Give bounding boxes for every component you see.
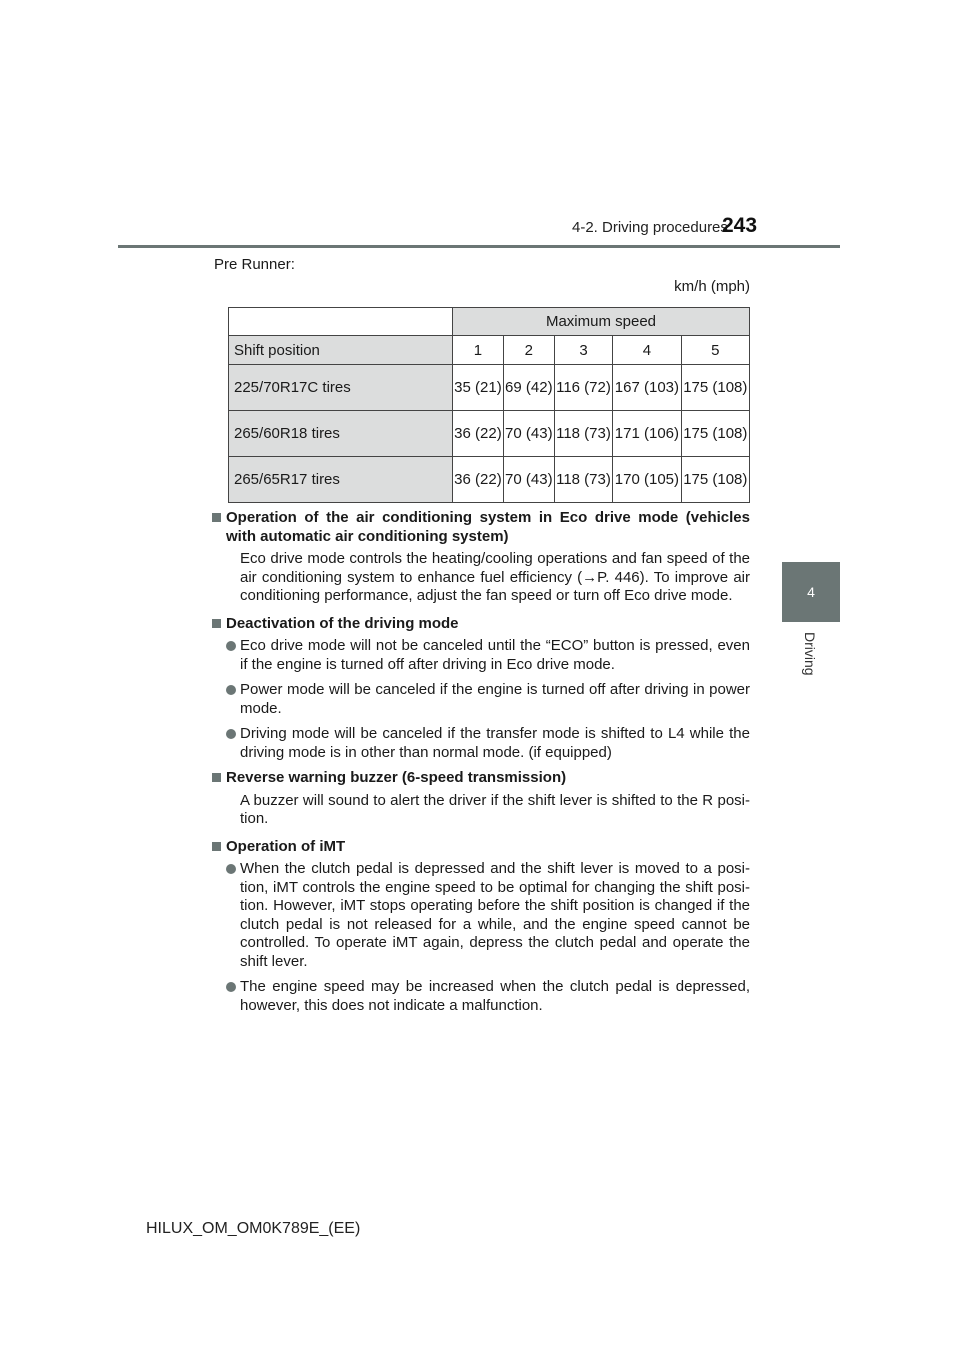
position-cell: 4 — [613, 336, 681, 365]
circle-bullet-icon — [226, 685, 236, 695]
circle-bullet-icon — [226, 982, 236, 992]
notes-content — [212, 509, 750, 1022]
section-aircon — [212, 509, 750, 606]
speed-cell: 116 (72) — [554, 365, 612, 411]
speed-cell: 36 (22) — [453, 411, 504, 457]
table-row — [229, 365, 750, 411]
section-paragraph: A buzzer will sound to alert the driver if the shift lever is shifted to the R posi-tion. — [240, 791, 750, 827]
table-row — [229, 411, 750, 457]
bullet-item: Eco drive mode will not be canceled until the “ECO” button is pressed, even if the engine is turned off after driving in Eco drive mode. — [212, 637, 750, 674]
circle-bullet-icon — [226, 729, 236, 739]
section-heading: Operation of the air conditioning system in Eco drive mode (vehicles with automatic air conditioning system) — [212, 509, 750, 546]
shift-position-row — [229, 336, 750, 365]
speed-cell: 167 (103) — [613, 365, 681, 411]
speed-cell: 35 (21) — [453, 365, 504, 411]
speed-cell: 175 (108) — [681, 411, 749, 457]
chapter-label: Driving — [802, 632, 818, 676]
document-code: HILUX_OM_OM0K789E_(EE) — [146, 1220, 361, 1237]
section-reverse-buzzer — [212, 769, 750, 829]
section-paragraph: Eco drive mode controls the heating/cooling operations and fan speed of the air conditioning system to enhance fuel efficiency (→P. 446). To improve air conditioning performance, adjust the fan speed or turn off Eco drive mode. — [240, 550, 750, 604]
circle-bullet-icon — [226, 641, 236, 651]
page-number: 243 — [722, 214, 758, 237]
shift-position-label: Shift position — [229, 336, 453, 365]
max-speed-table — [228, 307, 750, 503]
bullet-item: Power mode will be canceled if the engine is turned off after driving in power mode. — [212, 681, 750, 718]
square-bullet-icon — [212, 513, 221, 522]
tire-size-cell: 265/60R18 tires — [229, 411, 453, 457]
speed-cell: 36 (22) — [453, 457, 504, 503]
position-cell: 5 — [681, 336, 749, 365]
table-row — [229, 457, 750, 503]
speed-cell: 175 (108) — [681, 457, 749, 503]
table-corner-cell — [229, 308, 453, 336]
position-cell: 3 — [554, 336, 612, 365]
speed-cell: 70 (43) — [503, 411, 554, 457]
units-label: km/h (mph) — [674, 278, 750, 295]
speed-cell: 118 (73) — [554, 457, 612, 503]
square-bullet-icon — [212, 773, 221, 782]
section-heading: Deactivation of the driving mode — [212, 615, 750, 634]
tire-size-cell: 225/70R17C tires — [229, 365, 453, 411]
speed-cell: 170 (105) — [613, 457, 681, 503]
max-speed-header: Maximum speed — [453, 308, 750, 336]
header-divider — [118, 245, 840, 248]
bullet-item: When the clutch pedal is depressed and the shift lever is moved to a posi-tion, iMT controls the engine speed to be optimal for changing the shift posi-tion. However, iMT stops operating before the shift position is changed if the clutch pedal is not released for a while, and the engine speed cannot be controlled. To operate iMT again, depress the clutch pedal and operate the shift lever. — [212, 860, 750, 971]
section-deactivation — [212, 615, 750, 763]
speed-cell: 69 (42) — [503, 365, 554, 411]
pre-runner-label: Pre Runner: — [214, 256, 295, 273]
section-title: 4-2. Driving procedures — [572, 219, 728, 236]
chapter-tab — [782, 562, 840, 622]
section-heading: Reverse warning buzzer (6-speed transmission) — [212, 769, 750, 788]
speed-cell: 118 (73) — [554, 411, 612, 457]
section-heading: Operation of iMT — [212, 838, 750, 857]
tire-size-cell: 265/65R17 tires — [229, 457, 453, 503]
speed-cell: 70 (43) — [503, 457, 554, 503]
chapter-number: 4 — [807, 584, 815, 600]
position-cell: 2 — [503, 336, 554, 365]
section-imt — [212, 838, 750, 1016]
bullet-item: The engine speed may be increased when the clutch pedal is depressed, however, this does not indicate a malfunction. — [212, 978, 750, 1015]
square-bullet-icon — [212, 619, 221, 628]
position-cell: 1 — [453, 336, 504, 365]
speed-cell: 171 (106) — [613, 411, 681, 457]
table-header-row — [229, 308, 750, 336]
speed-cell: 175 (108) — [681, 365, 749, 411]
bullet-item: Driving mode will be canceled if the transfer mode is shifted to L4 while the driving mode is in other than normal mode. (if equipped) — [212, 725, 750, 762]
circle-bullet-icon — [226, 864, 236, 874]
square-bullet-icon — [212, 842, 221, 851]
